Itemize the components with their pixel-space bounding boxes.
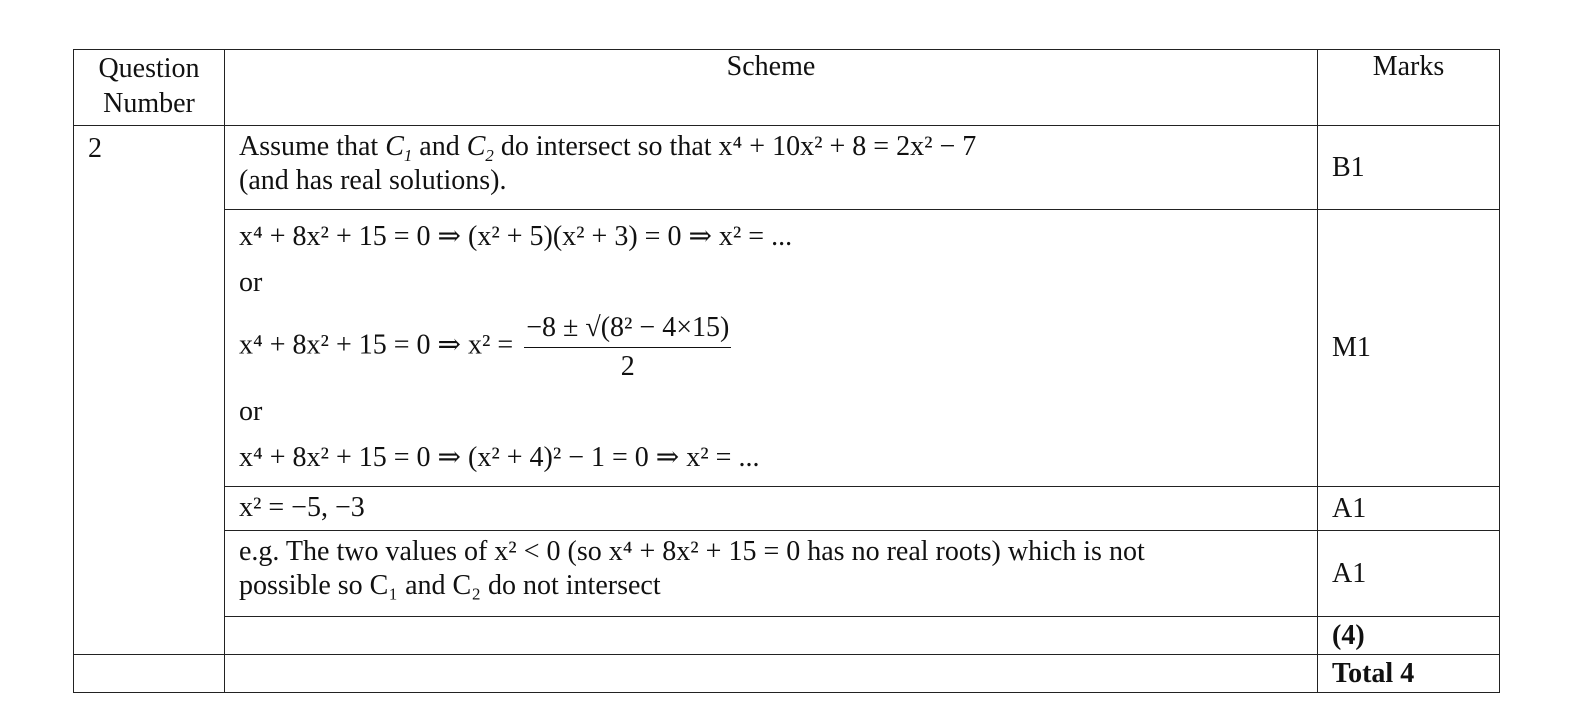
- mark-b1: B1: [1318, 126, 1500, 210]
- m1-or-1: or: [239, 266, 263, 298]
- row-subtotal: [74, 617, 1500, 655]
- row-total: [74, 655, 1500, 693]
- fraction-numerator: −8 ± √(8² − 4×15): [524, 311, 731, 348]
- header-row: [74, 50, 1500, 126]
- mark-m1: M1: [1318, 210, 1500, 487]
- row-a1-second: [74, 531, 1500, 617]
- mark-scheme-table: [73, 49, 1500, 693]
- scheme-cell-b1: [225, 126, 1318, 210]
- m1-method-formula: [239, 311, 1303, 383]
- scheme-cell-m1: [225, 210, 1318, 487]
- m1-formula-lhs: x⁴ + 8x² + 15 = 0 ⇒ x² =: [239, 329, 514, 361]
- header-marks: Marks: [1318, 50, 1500, 126]
- c1-symbol: $C_1$: [385, 131, 413, 165]
- m1-method-factorise: x⁴ + 8x² + 15 = 0 ⇒ (x² + 5)(x² + 3) = 0 ⇒ x² = ...: [239, 221, 793, 252]
- mark-subtotal: (4): [1318, 617, 1500, 655]
- a1-solutions: x² = −5, −3: [239, 492, 365, 523]
- row-a1-first: [74, 487, 1500, 531]
- scheme-cell-empty: [225, 617, 1318, 655]
- mark-total: Total 4: [1318, 655, 1500, 693]
- b1-text-assume: Assume that: [239, 131, 379, 162]
- header-question-number: [74, 50, 225, 126]
- m1-method-complete-square: x⁴ + 8x² + 15 = 0 ⇒ (x² + 4)² − 1 = 0 ⇒ x² = ...: [239, 441, 760, 473]
- m1-or-2: or: [239, 396, 263, 428]
- b1-line2: (and has real solutions).: [239, 164, 507, 196]
- a1-conclusion-line1: e.g. The two values of x² < 0 (so x⁴ + 8x² + 15 = 0 has no real roots) which is not: [239, 536, 1145, 567]
- mark-a1-second: A1: [1318, 531, 1500, 617]
- b1-text-intersect: do intersect so that: [500, 131, 712, 162]
- header-question-line2: Number: [103, 88, 195, 119]
- question-number-cell: 2: [74, 126, 225, 655]
- header-question-line1: Question: [98, 53, 200, 84]
- fraction-denominator: 2: [620, 350, 635, 382]
- b1-line1: [239, 130, 1303, 164]
- b1-text-and: and: [419, 131, 460, 162]
- a1-conclusion-line2: possible so C₁ and C₂ do not intersect: [239, 569, 661, 601]
- b1-equation: x⁴ + 10x² + 8 = 2x² − 7: [718, 131, 977, 162]
- scheme-cell-a1-second: [225, 531, 1318, 617]
- header-scheme: Scheme: [225, 50, 1318, 126]
- mark-a1-first: A1: [1318, 487, 1500, 531]
- total-empty-scheme: [225, 655, 1318, 693]
- c2-symbol: $C_2$: [466, 131, 494, 165]
- scheme-cell-a1-first: [225, 487, 1318, 531]
- total-empty-qn: [74, 655, 225, 693]
- quadratic-formula-fraction: [524, 311, 731, 383]
- row-m1: [74, 210, 1500, 487]
- row-b1: [74, 126, 1500, 210]
